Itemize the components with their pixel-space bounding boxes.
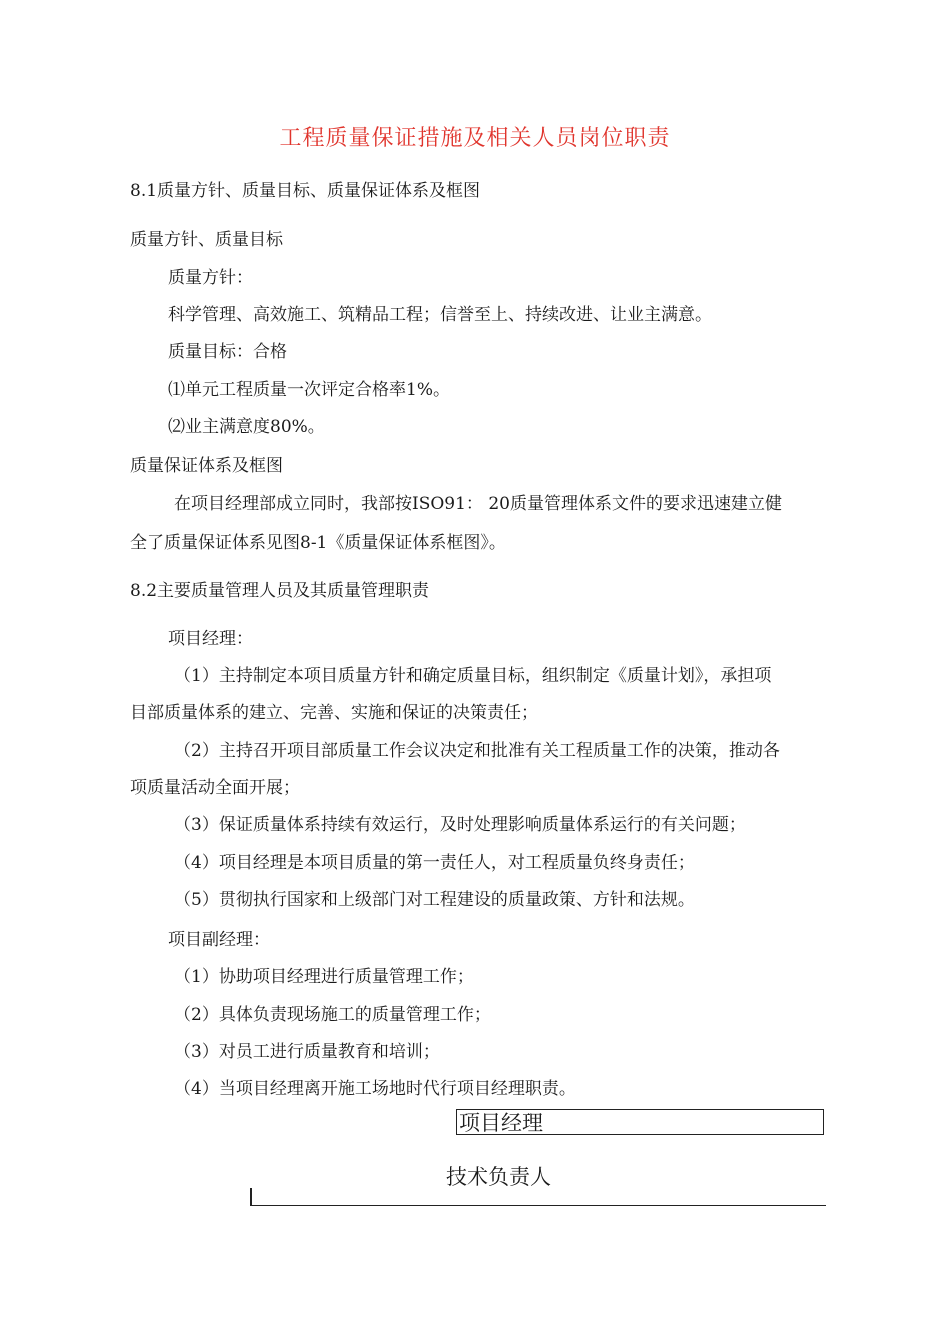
policy-text: 科学管理、高效施工、筑精品工程；信誉至上、持续改进、让业主满意。: [168, 305, 712, 325]
pm-duty-2-line-2: 项质量活动全面开展；: [130, 778, 300, 798]
diagram-project-manager-box: [456, 1109, 824, 1135]
pm-duty-1-line-1: （1）主持制定本项目质量方针和确定质量目标，组织制定《质量计划》，承担项: [174, 666, 772, 686]
goal-item-1: ⑴单元工程质量一次评定合格率1%。: [168, 380, 450, 400]
pm-duty-2-line-1: （2）主持召开项目部质量工作会议决定和批准有关工程质量工作的决策，推动各: [174, 741, 780, 761]
dpm-duty-2: （2）具体负责现场施工的质量管理工作；: [174, 1005, 491, 1025]
dpm-duty-3: （3）对员工进行质量教育和培训；: [174, 1042, 440, 1062]
pm-duty-4: （4）项目经理是本项目质量的第一责任人，对工程质量负终身责任；: [174, 853, 695, 873]
subheading-system-diagram: 质量保证体系及框图: [130, 456, 283, 476]
section-8-1-heading: 8.1质量方针、质量目标、质量保证体系及框图: [130, 181, 481, 201]
dpm-duty-1: （1）协助项目经理进行质量管理工作；: [174, 967, 474, 987]
policy-label: 质量方针：: [168, 268, 253, 288]
pm-duty-1-line-2: 目部质量体系的建立、完善、实施和保证的决策责任；: [130, 703, 538, 723]
diagram-connector-line: [250, 1205, 826, 1206]
pm-duty-5: （5）贯彻执行国家和上级部门对工程建设的质量政策、方针和法规。: [174, 890, 695, 910]
system-paragraph-line-1: 在项目经理部成立同时，我部按ISO91： 20质量管理体系文件的要求迅速建立健: [174, 494, 782, 514]
document-title: 工程质量保证措施及相关人员岗位职责: [279, 126, 671, 151]
dpm-label: 项目副经理：: [168, 930, 270, 950]
pm-duty-3: （3）保证质量体系持续有效运行，及时处理影响质量体系运行的有关问题；: [174, 815, 746, 835]
pm-label: 项目经理：: [168, 629, 253, 649]
diagram-project-manager-label: 项目经理: [459, 1111, 543, 1135]
goal-label: 质量目标：合格: [168, 342, 287, 362]
diagram-tech-lead-label: 技术负责人: [446, 1165, 551, 1189]
section-8-2-heading: 8.2主要质量管理人员及其质量管理职责: [130, 581, 430, 601]
system-paragraph-line-2: 全了质量保证体系见图8-1《质量保证体系框图》。: [130, 533, 506, 553]
dpm-duty-4: （4）当项目经理离开施工场地时代行项目经理职责。: [174, 1079, 576, 1099]
diagram-connector-tick: [250, 1188, 252, 1205]
goal-item-2: ⑵业主满意度80%。: [168, 417, 325, 437]
subheading-policy-goal: 质量方针、质量目标: [130, 230, 283, 250]
